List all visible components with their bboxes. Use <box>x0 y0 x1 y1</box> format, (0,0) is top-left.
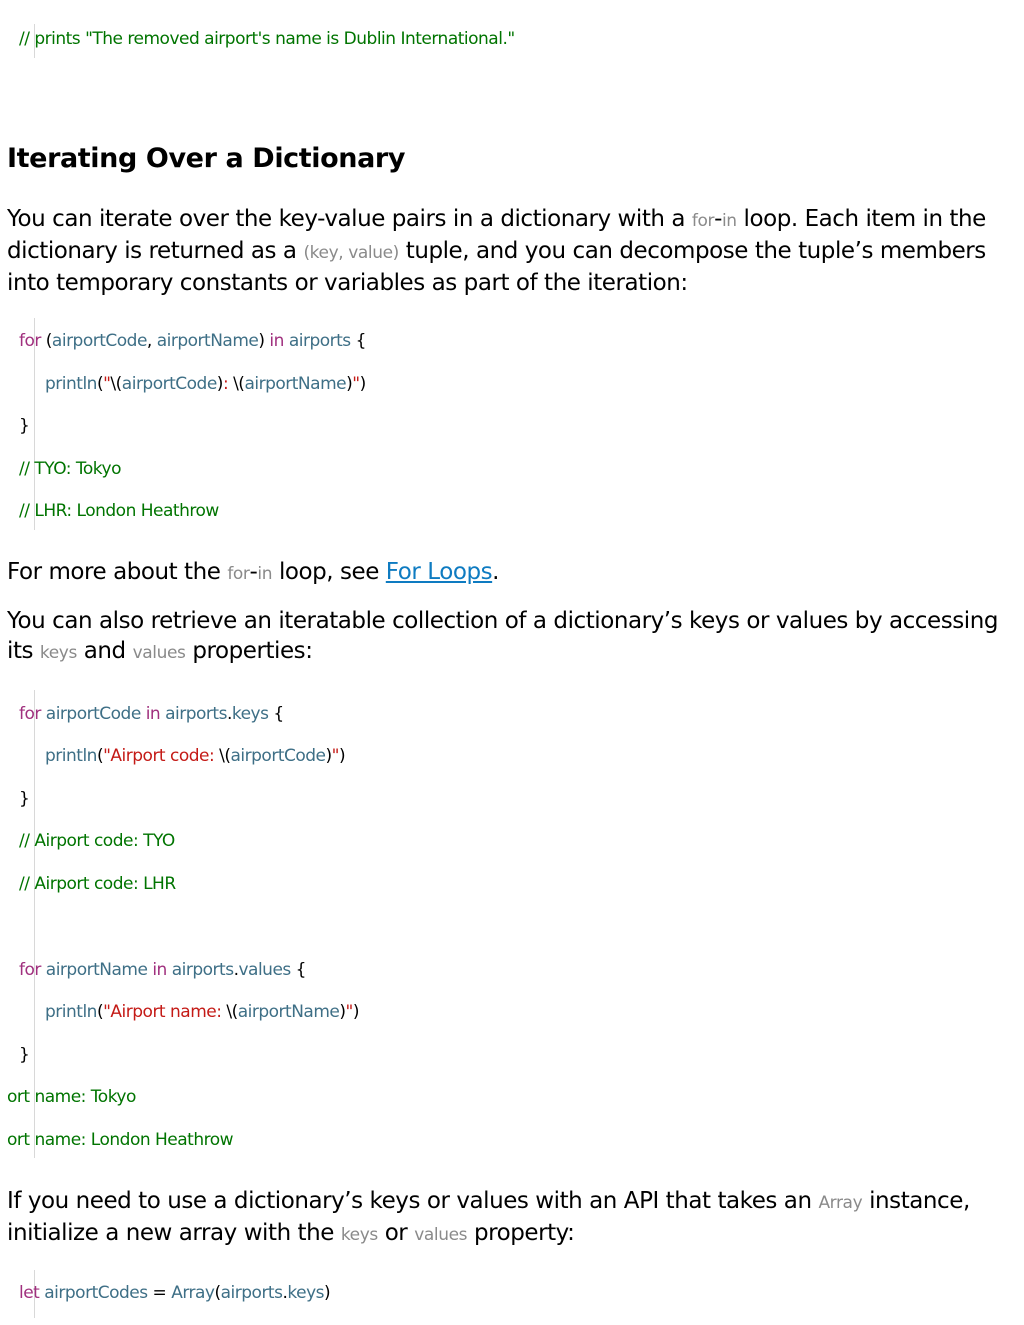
code-line: println("Airport name: \(airportName)") <box>45 1002 359 1022</box>
code-block-keys-values <box>7 690 359 1158</box>
code-block-for-in-tuple <box>19 318 366 530</box>
paragraph-keys-values: You can also retrieve an iteratable collection of a dictionary’s keys or values by accessing its keys and values properties: <box>7 608 998 664</box>
inline-code-key-value: (key, value) <box>303 243 399 263</box>
inline-code-values: values <box>132 643 186 663</box>
code-line: for airportName in airports.values { <box>19 960 307 980</box>
inline-code-in: in <box>257 564 273 584</box>
code-comment: // Airport code: TYO <box>19 831 175 851</box>
section-heading: Iterating Over a Dictionary <box>7 143 406 174</box>
code-line: } <box>19 789 30 809</box>
code-line: println("Airport code: \(airportCode)") <box>45 746 346 766</box>
code-comment: ort name: London Heathrow <box>7 1130 234 1150</box>
inline-code-for: for <box>691 211 715 231</box>
code-line: } <box>19 416 30 436</box>
code-block-top <box>19 24 515 58</box>
inline-code-array: Array <box>818 1193 863 1213</box>
paragraph-iteration-intro: You can iterate over the key-value pairs in a dictionary with a for-in loop. Each item in the dictionary is returned as a (key, value) tuple, and you can decompose the tuple’s members into temporary constants or variables as part of the iteration: <box>7 206 986 296</box>
inline-code-values: values <box>414 1225 468 1245</box>
code-line: println("\(airportCode): \(airportName)") <box>45 374 366 394</box>
code-line: } <box>19 1045 30 1065</box>
code-comment: // prints "The removed airport's name is Dublin International." <box>19 29 515 49</box>
code-block-array-init <box>19 1270 331 1318</box>
code-comment: ort name: Tokyo <box>7 1087 136 1107</box>
code-line: for (airportCode, airportName) in airports { <box>19 331 366 351</box>
code-comment: // LHR: London Heathrow <box>19 501 219 521</box>
inline-code-for: for <box>227 564 250 584</box>
for-loops-link[interactable]: For Loops <box>385 559 493 585</box>
paragraph-for-loops-reference: For more about the for-in loop, see For Loops. <box>7 559 500 585</box>
inline-code-keys: keys <box>39 643 77 663</box>
code-line: let airportCodes = Array(airports.keys) <box>19 1283 331 1303</box>
code-comment: // TYO: Tokyo <box>19 459 122 479</box>
inline-code-in: in <box>721 211 737 231</box>
code-line: for airportCode in airports.keys { <box>19 704 284 724</box>
inline-code-keys: keys <box>340 1225 378 1245</box>
code-comment: // Airport code: LHR <box>19 874 176 894</box>
paragraph-array-init: If you need to use a dictionary’s keys or values with an API that takes an Array instance, initialize a new array with the keys or values property: <box>7 1188 970 1246</box>
